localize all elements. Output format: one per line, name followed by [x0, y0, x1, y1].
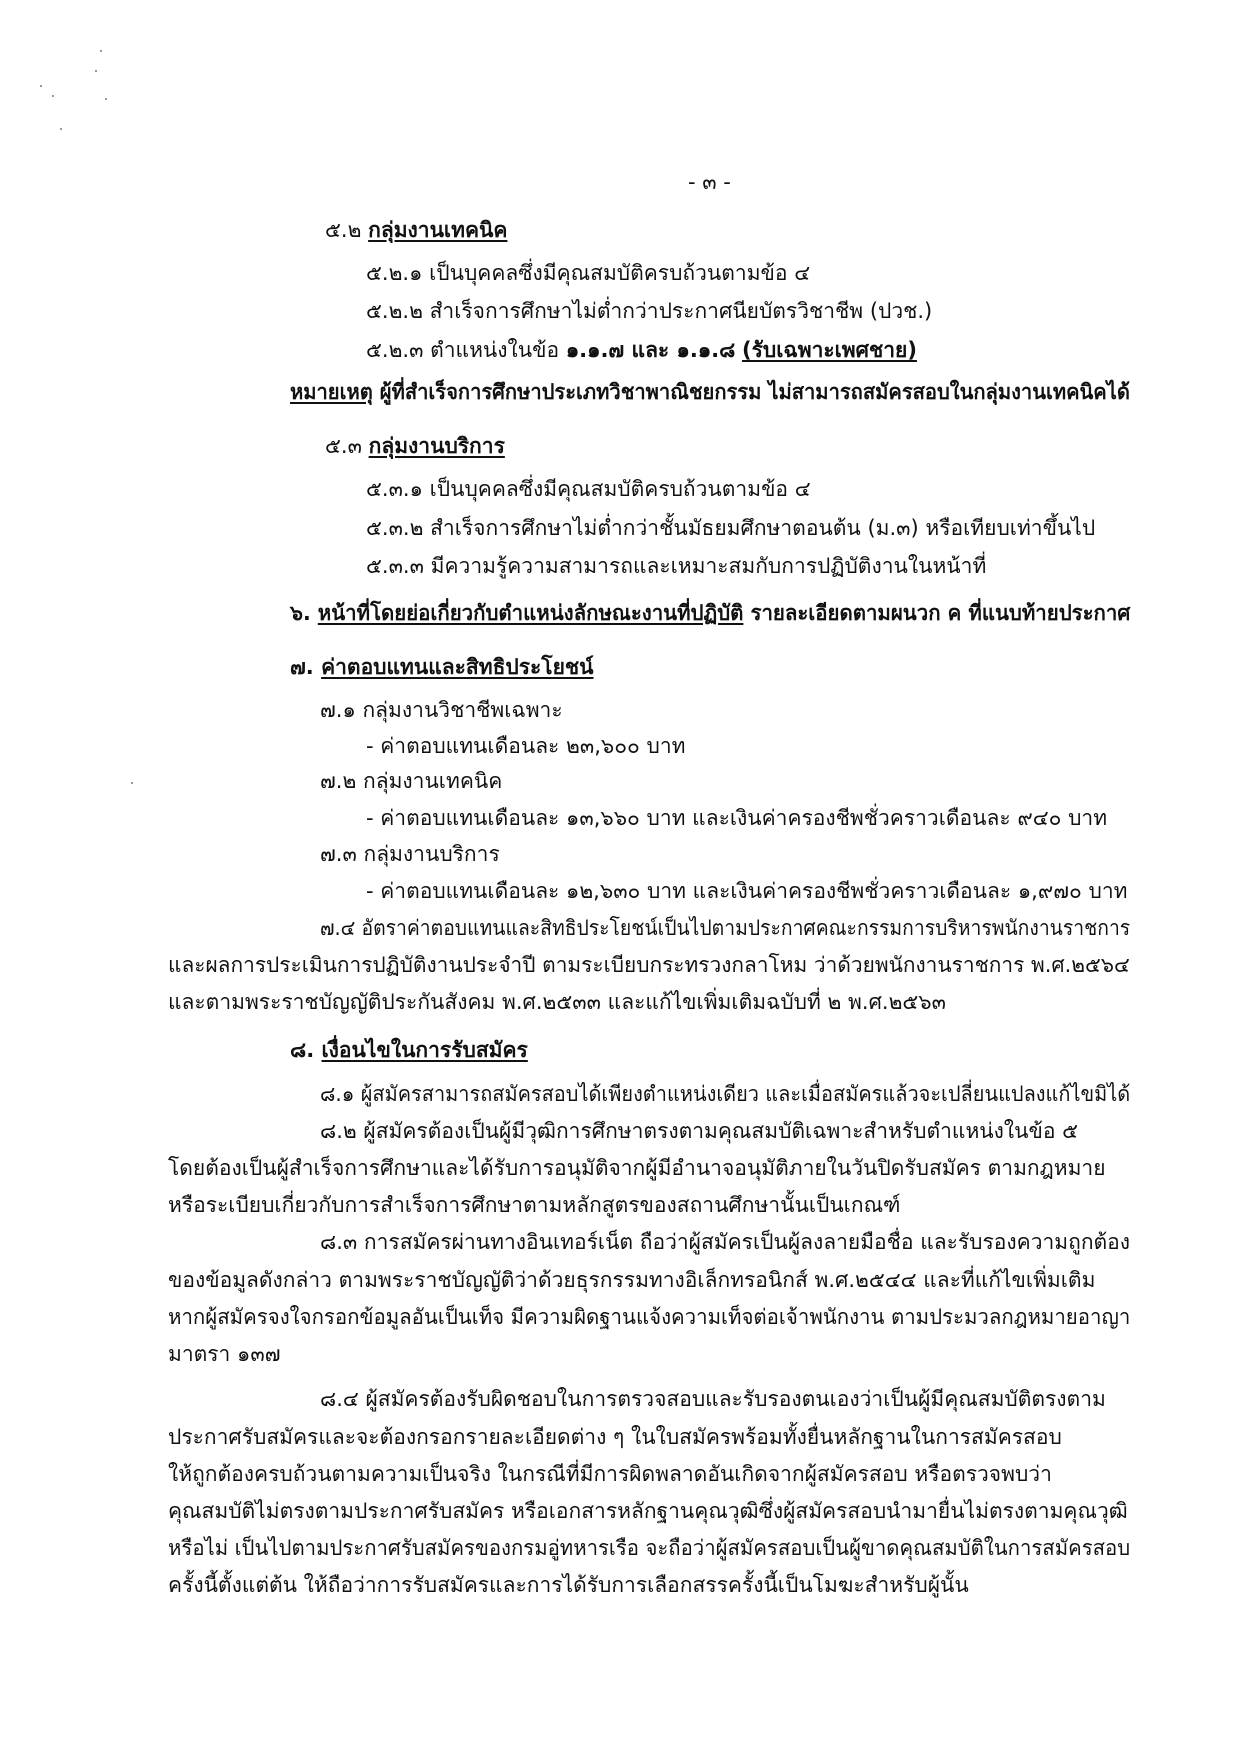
section-number: ๕.๒	[325, 218, 362, 242]
item-5-3-2: ๕.๓.๒ สำเร็จการศึกษาไม่ต่ำกว่าชั้นมัธยมศึกษาตอนต้น (ม.๓) หรือเทียบเท่าขึ้นไป	[366, 516, 1096, 540]
section-5-3-heading	[325, 430, 505, 462]
item-8-4-line-3: ให้ถูกต้องครบถ้วนตามความเป็นจริง ในกรณีที่มีการผิดพลาดอันเกิดจากผู้สมัครสอบ หรือตรวจพบว่า	[168, 1462, 1052, 1486]
item-7-2: ๗.๒ กลุ่มงานเทคนิค	[320, 769, 503, 793]
item-7-4-line-1: ๗.๔ อัตราค่าตอบแทนและสิทธิประโยชน์เป็นไปตามประกาศคณะกรรมการบริหารพนักงานราชการ	[320, 916, 1131, 940]
section-number: ๖.	[290, 601, 311, 625]
remark	[290, 376, 1130, 408]
item-7-2-pay: - ค่าตอบแทนเดือนละ ๑๓,๖๖๐ บาท และเงินค่าครองชีพชั่วคราวเดือนละ ๙๔๐ บาท	[366, 806, 1108, 830]
item-8-4-line-6: ครั้งนี้ตั้งแต่ต้น ให้ถือว่าการรับสมัครและการได้รับการเลือกสรรครั้งนี้เป็นโมฆะสำหรับผู้นั้น	[168, 1573, 969, 1597]
section-title: ค่าตอบแทนและสิทธิประโยชน์	[321, 655, 594, 679]
item-5-3-1: ๕.๓.๑ เป็นบุคคลซึ่งมีคุณสมบัติครบถ้วนตามข้อ ๔	[366, 477, 811, 501]
section-title: หน้าที่โดยย่อเกี่ยวกับตำแหน่งลักษณะงานที่ปฏิบัติ	[317, 601, 744, 625]
section-number: ๗.	[290, 655, 314, 679]
item-8-2-line-2: โดยต้องเป็นผู้สำเร็จการศึกษาและได้รับการอนุมัติจากผู้มีอำนาจอนุมัติภายในวันปิดรับสมัคร ตามกฎหมาย	[168, 1156, 1106, 1180]
item-7-4-line-3: และตามพระราชบัญญัติประกันสังคม พ.ศ.๒๕๓๓ และแก้ไขเพิ่มเติมฉบับที่ ๒ พ.ศ.๒๕๖๓	[168, 990, 946, 1014]
scan-speck	[105, 98, 107, 100]
item-8-2-line-3: หรือระเบียบเกี่ยวกับการสำเร็จการศึกษาตามหลักสูตรของสถานศึกษานั้นเป็นเกณฑ์	[168, 1193, 901, 1217]
item-8-4-line-2: ประกาศรับสมัครและจะต้องกรอกรายละเอียดต่าง ๆ ในใบสมัครพร้อมทั้งยื่นหลักฐานในการสมัครสอบ	[168, 1425, 1062, 1449]
item-8-4-line-1: ๘.๔ ผู้สมัครต้องรับผิดชอบในการตรวจสอบและรับรองตนเองว่าเป็นผู้มีคุณสมบัติตรงตาม	[320, 1387, 1106, 1411]
remark-text: ผู้ที่สำเร็จการศึกษาประเภทวิชาพาณิชยกรรม ไม่สามารถสมัครสอบในกลุ่มงานเทคนิคได้	[379, 380, 1130, 404]
page-number: - ๓ -	[688, 170, 731, 194]
section-title: กลุ่มงานบริการ	[368, 434, 505, 458]
section-title-rest: รายละเอียดตามผนวก ค ที่แนบท้ายประกาศ	[750, 601, 1131, 625]
item-5-2-3	[366, 334, 917, 366]
item-7-1: ๗.๑ กลุ่มงานวิชาชีพเฉพาะ	[320, 698, 563, 722]
item-8-2-line-1: ๘.๒ ผู้สมัครต้องเป็นผู้มีวุฒิการศึกษาตรงตามคุณสมบัติเฉพาะสำหรับตำแหน่งในข้อ ๕	[320, 1119, 1079, 1143]
item-7-4-line-2: และผลการประเมินการปฏิบัติงานประจำปี ตามระเบียบกระทรวงกลาโหม ว่าด้วยพนักงานราชการ พ.ศ.๒๕๖๔	[168, 953, 1130, 977]
remark-label: หมายเหตุ	[290, 380, 373, 404]
item-5-2-2: ๕.๒.๒ สำเร็จการศึกษาไม่ต่ำกว่าประกาศนียบัตรวิชาชีพ (ปวช.)	[366, 299, 933, 323]
item-5-3-3: ๕.๓.๓ มีความรู้ความสามารถและเหมาะสมกับการปฏิบัติงานในหน้าที่	[366, 554, 987, 578]
item-7-1-pay: - ค่าตอบแทนเดือนละ ๒๓,๖๐๐ บาท	[366, 734, 686, 758]
scan-speck	[40, 85, 42, 87]
scan-speck	[131, 782, 133, 784]
section-6-heading	[290, 597, 1130, 629]
item-8-4-line-4: คุณสมบัติไม่ตรงตามประกาศรับสมัคร หรือเอกสารหลักฐานคุณวุฒิซึ่งผู้สมัครสอบนำมายื่นไม่ตรงตามคุณวุฒิ	[168, 1499, 1128, 1523]
scan-speck	[52, 95, 54, 97]
item-8-3-line-2: ของข้อมูลดังกล่าว ตามพระราชบัญญัติว่าด้วยธุรกรรมทางอิเล็กทรอนิกส์ พ.ศ.๒๕๔๔ และที่แก้ไขเพิ่มเติม	[168, 1268, 1096, 1292]
section-title: กลุ่มงานเทคนิค	[368, 218, 508, 242]
item-8-4-line-5: หรือไม่ เป็นไปตามประกาศรับสมัครของกรมอู่ทหารเรือ จะถือว่าผู้สมัครสอบเป็นผู้ขาดคุณสมบัติในการสมัครสอบ	[168, 1536, 1131, 1560]
scan-speck	[60, 128, 62, 130]
item-8-1: ๘.๑ ผู้สมัครสามารถสมัครสอบได้เพียงตำแหน่งเดียว และเมื่อสมัครแล้วจะเปลี่ยนแปลงแก้ไขมิได้	[320, 1082, 1131, 1106]
item-8-3-line-3: หากผู้สมัครจงใจกรอกข้อมูลอันเป็นเท็จ มีความผิดฐานแจ้งความเท็จต่อเจ้าพนักงาน ตามประมวลกฎหมายอาญา	[168, 1305, 1131, 1329]
section-7-heading	[290, 651, 594, 683]
scan-speck	[100, 50, 102, 52]
section-8-heading	[290, 1034, 528, 1066]
item-7-3-pay: - ค่าตอบแทนเดือนละ ๑๒,๖๓๐ บาท และเงินค่าครองชีพชั่วคราวเดือนละ ๑,๙๗๐ บาท	[366, 879, 1128, 903]
section-number: ๕.๓	[325, 434, 362, 458]
item-8-3-line-4: มาตรา ๑๓๗	[168, 1342, 281, 1366]
item-refs: ๑.๑.๗ และ ๑.๑.๘	[565, 338, 736, 362]
item-7-3: ๗.๓ กลุ่มงานบริการ	[320, 842, 500, 866]
scan-speck	[95, 70, 97, 72]
section-title: เงื่อนไขในการรับสมัคร	[321, 1038, 528, 1062]
section-5-2-heading	[325, 214, 507, 246]
item-text: ๕.๒.๓ ตำแหน่งในข้อ	[366, 338, 560, 362]
item-8-3-line-1: ๘.๓ การสมัครผ่านทางอินเทอร์เน็ต ถือว่าผู้สมัครเป็นผู้ลงลายมือชื่อ และรับรองความถูกต้อง	[320, 1230, 1131, 1254]
section-number: ๘.	[290, 1038, 315, 1062]
item-condition: (รับเฉพาะเพศชาย)	[742, 338, 917, 362]
item-5-2-1: ๕.๒.๑ เป็นบุคคลซึ่งมีคุณสมบัติครบถ้วนตามข้อ ๔	[366, 261, 811, 285]
